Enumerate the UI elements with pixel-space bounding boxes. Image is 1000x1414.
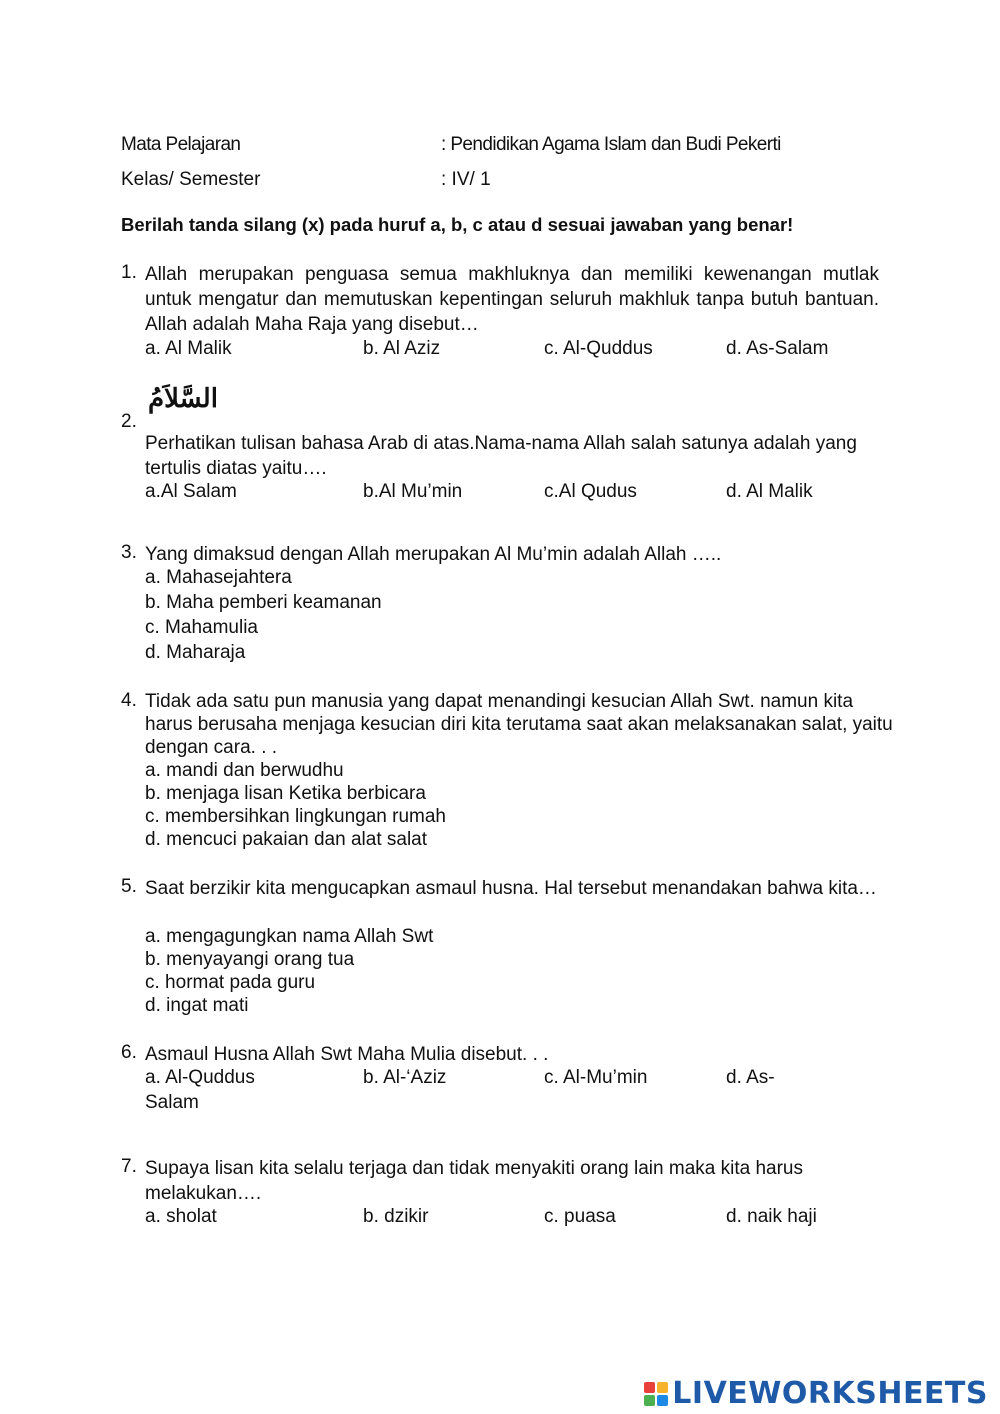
question-5-option-d[interactable]: d. ingat mati xyxy=(145,995,249,1016)
question-2-text: Perhatikan tulisan bahasa Arab di atas.Nama-nama Allah salah satunya adalah yang tertulis diatas yaitu…. xyxy=(145,433,857,479)
liveworksheets-logo xyxy=(644,1376,988,1411)
question-2-arabic-text: السَّلاَمُ xyxy=(148,384,218,414)
question-2-option-c[interactable]: c.Al Qudus xyxy=(544,481,637,502)
question-5-option-c[interactable]: c. hormat pada guru xyxy=(145,972,316,993)
question-3-option-a[interactable]: a. Mahasejahtera xyxy=(145,567,292,588)
question-4-option-a[interactable]: a. mandi dan berwudhu xyxy=(145,760,344,781)
question-7-text: Supaya lisan kita selalu terjaga dan tidak menyakiti orang lain maka kita harus melakukan…. xyxy=(145,1158,803,1204)
question-6-text: Asmaul Husna Allah Swt Maha Mulia disebut. . . xyxy=(145,1044,549,1065)
question-7-option-c[interactable]: c. puasa xyxy=(544,1206,616,1227)
question-2-number: 2. xyxy=(121,411,137,432)
logo-square xyxy=(657,1395,668,1406)
question-4-number: 4. xyxy=(121,690,137,711)
question-3-number: 3. xyxy=(121,542,137,563)
question-4-option-d[interactable]: d. mencuci pakaian dan alat salat xyxy=(145,829,428,850)
instruction: Berilah tanda silang (x) pada huruf a, b, c atau d sesuai jawaban yang benar! xyxy=(121,214,794,235)
question-2-option-a[interactable]: a.Al Salam xyxy=(145,481,237,502)
question-1-option-b[interactable]: b. Al Aziz xyxy=(363,338,441,359)
logo-text: LIVEWORKSHEETS xyxy=(672,1376,988,1411)
question-7-option-b[interactable]: b. dzikir xyxy=(363,1206,429,1227)
question-6-option-d-continuation[interactable]: Salam xyxy=(145,1092,199,1113)
question-5-text: Saat berzikir kita mengucapkan asmaul husna. Hal tersebut menandakan bahwa kita… xyxy=(145,878,877,899)
question-4-option-b[interactable]: b. menjaga lisan Ketika berbicara xyxy=(145,783,426,804)
question-1-option-a[interactable]: a. Al Malik xyxy=(145,338,232,359)
question-6-option-c[interactable]: c. Al-Mu’min xyxy=(544,1067,648,1088)
subject-label: Mata Pelajaran xyxy=(121,134,241,155)
question-1-option-d[interactable]: d. As-Salam xyxy=(726,338,829,359)
question-4-text: Tidak ada satu pun manusia yang dapat menandingi kesucian Allah Swt. namun kita harus berusaha menjaga kesucian diri kita terutama saat akan melaksanakan salat, yaitu dengan cara. . . xyxy=(145,691,893,758)
question-4-option-c[interactable]: c. membersihkan lingkungan rumah xyxy=(145,806,446,827)
question-1-number: 1. xyxy=(121,262,137,283)
question-7-number: 7. xyxy=(121,1156,137,1177)
class-label: Kelas/ Semester xyxy=(121,169,261,190)
question-5-option-a[interactable]: a. mengagungkan nama Allah Swt xyxy=(145,926,434,947)
subject-value: : Pendidikan Agama Islam dan Budi Pekerti xyxy=(441,134,781,155)
question-3-option-d[interactable]: d. Maharaja xyxy=(145,642,246,663)
question-6-number: 6. xyxy=(121,1042,137,1063)
class-value: : IV/ 1 xyxy=(441,169,491,190)
question-2-option-b[interactable]: b.Al Mu’min xyxy=(363,481,463,502)
question-2-option-d[interactable]: d. Al Malik xyxy=(726,481,813,502)
question-5-number: 5. xyxy=(121,876,137,897)
liveworksheets-logo-icon xyxy=(644,1382,668,1406)
question-5-option-b[interactable]: b. menyayangi orang tua xyxy=(145,949,355,970)
question-7-option-d[interactable]: d. naik haji xyxy=(726,1206,817,1227)
question-1-option-c[interactable]: c. Al-Quddus xyxy=(544,338,653,359)
logo-square xyxy=(644,1382,655,1393)
question-3-text: Yang dimaksud dengan Allah merupakan Al Mu’min adalah Allah ….. xyxy=(145,544,722,565)
question-6-option-a[interactable]: a. Al-Quddus xyxy=(145,1067,255,1088)
question-6-option-b[interactable]: b. Al-‘Aziz xyxy=(363,1067,447,1088)
question-7-option-a[interactable]: a. sholat xyxy=(145,1206,217,1227)
question-6-option-d[interactable]: d. As- xyxy=(726,1067,775,1088)
logo-square xyxy=(644,1395,655,1406)
logo-square xyxy=(657,1382,668,1393)
question-3-option-b[interactable]: b. Maha pemberi keamanan xyxy=(145,592,382,613)
question-1-text: Allah merupakan penguasa semua makhluknya dan memiliki kewenangan mutlak untuk mengatur dan memutuskan kepentingan seluruh makhluk tanpa butuh bantuan. Allah adalah Maha Raja yang disebut… xyxy=(145,264,879,335)
question-3-option-c[interactable]: c. Mahamulia xyxy=(145,617,258,638)
